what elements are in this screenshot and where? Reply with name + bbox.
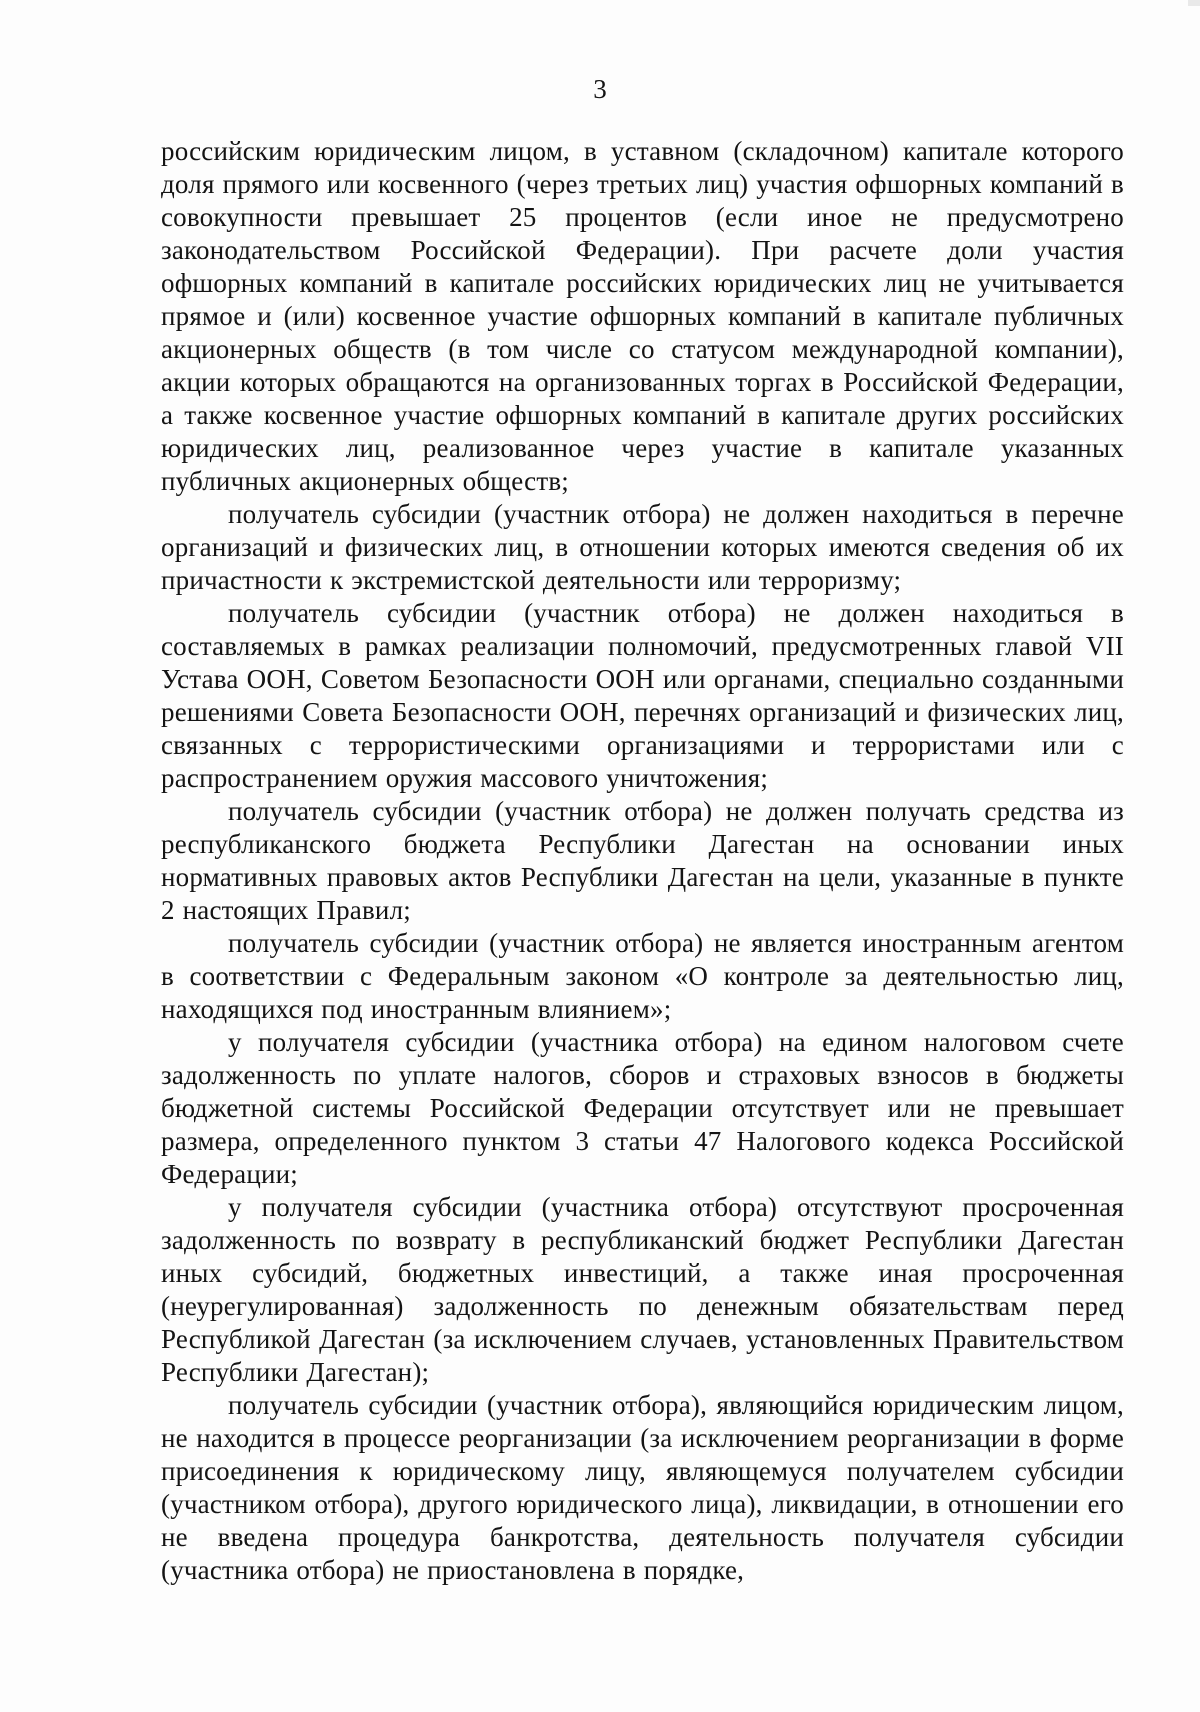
page-number: 3 (593, 74, 607, 104)
paragraph-un-sanctions-list: получатель субсидии (участник отбора) не должен находиться в составляемых в рамках реализации полномочий, предусмотренных главой VII Устава ООН, Советом Безопасности ООН или органами, специально созданными решениями Совета Безопасности ООН, перечнях организаций и физических лиц, связанных с террористическими организациями и террористами или с распространением оружия массового уничтожения; (161, 598, 1124, 793)
paragraph-reorganization-liquidation: получатель субсидии (участник отбора), являющийся юридическим лицом, не находится в процессе реорганизации (за исключением реорганизации в форме присоединения к юридическому лицу, являющемуся получателем субсидии (участником отбора), другого юридического лица), ликвидации, в отношении его не введена процедура банкротства, деятельность получателя субсидии (участника отбора) не приостановлена в порядке, (161, 1390, 1124, 1585)
document-body (161, 135, 1124, 1587)
paragraph-extremism-list: получатель субсидии (участник отбора) не должен находиться в перечне организаций и физических лиц, в отношении которых имеются сведения об их причастности к экстремистской деятельности или терроризму; (161, 499, 1124, 595)
paragraph-no-other-budget-funds: получатель субсидии (участник отбора) не должен получать средства из республиканского бюджета Республики Дагестан на основании иных нормативных правовых актов Республики Дагестан на цели, указанные в пункте 2 настоящих Правил; (161, 796, 1124, 925)
paragraph-overdue-debt: у получателя субсидии (участника отбора) отсутствуют просроченная задолженность по возврату в республиканский бюджет Республики Дагестан иных субсидий, бюджетных инвестиций, а также иная просроченная (неурегулированная) задолженность по денежным обязательствам перед Республикой Дагестан (за исключением случаев, установленных Правительством Республики Дагестан); (161, 1192, 1124, 1387)
paragraph-not-foreign-agent: получатель субсидии (участник отбора) не является иностранным агентом в соответствии с Федеральным законом «О контроле за деятельностью лиц, находящихся под иностранным влиянием»; (161, 928, 1124, 1024)
scan-edge-mark (1188, 0, 1200, 6)
paragraph-tax-debt: у получателя субсидии (участника отбора) на едином налоговом счете задолженность по уплате налогов, сборов и страховых взносов в бюджеты бюджетной системы Российской Федерации отсутствует или не превышает размера, определенного пунктом 3 статьи 47 Налогового кодекса Российской Федерации; (161, 1027, 1124, 1189)
paragraph-offshore-participation: российским юридическим лицом, в уставном (складочном) капитале которого доля прямого или косвенного (через третьих лиц) участия офшорных компаний в совокупности превышает 25 процентов (если иное не предусмотрено законодательством Российской Федерации). При расчете доли участия офшорных компаний в капитале российских юридических лиц не учитывается прямое и (или) косвенное участие офшорных компаний в капитале публичных акционерных обществ (в том числе со статусом международной компании), акции которых обращаются на организованных торгах в Российской Федерации, а также косвенное участие офшорных компаний в капитале других российских юридических лиц, реализованное через участие в капитале указанных публичных акционерных обществ; (161, 136, 1124, 496)
